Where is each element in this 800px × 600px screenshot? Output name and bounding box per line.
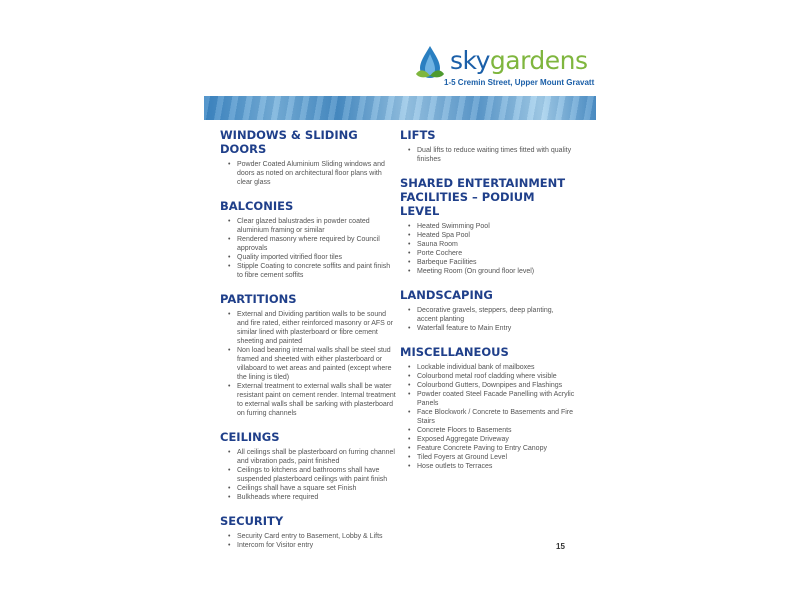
list-item: • Bulkheads where required bbox=[228, 493, 396, 502]
section-windows-doors bbox=[220, 128, 396, 187]
brand-name bbox=[450, 48, 588, 74]
list-item: • Decorative gravels, steppers, deep planting, accent planting bbox=[408, 306, 575, 324]
list-item: • Porte Cochere bbox=[408, 249, 575, 258]
water-drop-leaf-icon bbox=[412, 44, 448, 82]
section-heading: SECURITY bbox=[220, 514, 284, 528]
section-lifts bbox=[400, 128, 575, 164]
list-item: • Meeting Room (On ground floor level) bbox=[408, 267, 575, 276]
list-item: • Heated Swimming Pool bbox=[408, 222, 575, 231]
list-item: • Colourbond Gutters, Downpipes and Flashings bbox=[408, 381, 575, 390]
list-item: • Stipple Coating to concrete soffits and paint finish to fibre cement soffits bbox=[228, 262, 396, 280]
list-item: • Exposed Aggregate Driveway bbox=[408, 435, 575, 444]
section-landscaping bbox=[400, 288, 575, 333]
list-item: • Sauna Room bbox=[408, 240, 575, 249]
list-item: • Rendered masonry where required by Council approvals bbox=[228, 235, 396, 253]
left-column bbox=[220, 128, 396, 550]
list-item: • Heated Spa Pool bbox=[408, 231, 575, 240]
section-heading: MISCELLANEOUS bbox=[400, 345, 509, 359]
section-balconies bbox=[220, 199, 396, 280]
section-list bbox=[220, 448, 396, 502]
list-item: • External treatment to external walls shall be water resistant paint on cement render. Internal treatment to external walls shall be sarking with plasterboard on furring channels bbox=[228, 382, 396, 418]
list-item: • Security Card entry to Basement, Lobby & Lifts bbox=[228, 532, 396, 541]
list-item: • External and Dividing partition walls to be sound and fire rated, either reinforced masonry or AFS or similar lined with plasterboard or fibre cement sheeting and painted bbox=[228, 310, 396, 346]
section-list bbox=[400, 363, 575, 471]
section-partitions bbox=[220, 292, 396, 418]
brand-name-part2: gardens bbox=[489, 46, 588, 75]
brand-address: 1-5 Cremin Street, Upper Mount Gravatt bbox=[444, 78, 595, 87]
section-list bbox=[400, 306, 575, 333]
section-ceilings bbox=[220, 430, 396, 502]
list-item: • Non load bearing internal walls shall be steel stud framed and sheeted with either plasterboard or villaboard to wet areas and painted (except where the lining is tiled) bbox=[228, 346, 396, 382]
list-item: • All ceilings shall be plasterboard on furring channel and vibration pads, paint finished bbox=[228, 448, 396, 466]
page-number: 15 bbox=[556, 542, 565, 551]
list-item: • Waterfall feature to Main Entry bbox=[408, 324, 575, 333]
list-item: • Quality imported vitrified floor tiles bbox=[228, 253, 396, 262]
section-list bbox=[220, 160, 396, 187]
list-item: • Lockable individual bank of mailboxes bbox=[408, 363, 575, 372]
section-heading: CEILINGS bbox=[220, 430, 280, 444]
list-item: • Feature Concrete Paving to Entry Canopy bbox=[408, 444, 575, 453]
section-heading: PARTITIONS bbox=[220, 292, 297, 306]
section-shared-facilities bbox=[400, 176, 575, 276]
list-item: • Ceilings shall have a square set Finish bbox=[228, 484, 396, 493]
list-item: • Powder Coated Aluminium Sliding windows and doors as noted on architectural floor plans with clear glass bbox=[228, 160, 396, 187]
section-list bbox=[400, 222, 575, 276]
skygardens-logo bbox=[412, 44, 595, 96]
list-item: • Concrete Floors to Basements bbox=[408, 426, 575, 435]
list-item: • Ceilings to kitchens and bathrooms shall have suspended plasterboard ceilings with paint finish bbox=[228, 466, 396, 484]
list-item: • Barbeque Facilities bbox=[408, 258, 575, 267]
section-heading: LIFTS bbox=[400, 128, 436, 142]
section-heading: WINDOWS & SLIDING DOORS bbox=[220, 128, 358, 156]
header-banner bbox=[204, 96, 596, 120]
section-list bbox=[220, 532, 396, 550]
section-list bbox=[400, 146, 575, 164]
list-item: • Face Blockwork / Concrete to Basements and Fire Stairs bbox=[408, 408, 575, 426]
list-item: • Powder coated Steel Facade Panelling with Acrylic Panels bbox=[408, 390, 575, 408]
right-column bbox=[400, 128, 575, 471]
section-miscellaneous bbox=[400, 345, 575, 471]
list-item: • Intercom for Visitor entry bbox=[228, 541, 396, 550]
section-list bbox=[220, 217, 396, 280]
list-item: • Hose outlets to Terraces bbox=[408, 462, 575, 471]
list-item: • Clear glazed balustrades in powder coated aluminium framing or similar bbox=[228, 217, 396, 235]
list-item: • Dual lifts to reduce waiting times fitted with quality finishes bbox=[408, 146, 575, 164]
list-item: • Colourbond metal roof cladding where visible bbox=[408, 372, 575, 381]
brand-name-part1: sky bbox=[450, 46, 490, 75]
section-list bbox=[220, 310, 396, 418]
section-heading: LANDSCAPING bbox=[400, 288, 493, 302]
section-heading: SHARED ENTERTAINMENT FACILITIES – PODIUM LEVEL bbox=[400, 176, 566, 218]
section-heading: BALCONIES bbox=[220, 199, 294, 213]
section-security bbox=[220, 514, 396, 550]
list-item: • Tiled Foyers at Ground Level bbox=[408, 453, 575, 462]
